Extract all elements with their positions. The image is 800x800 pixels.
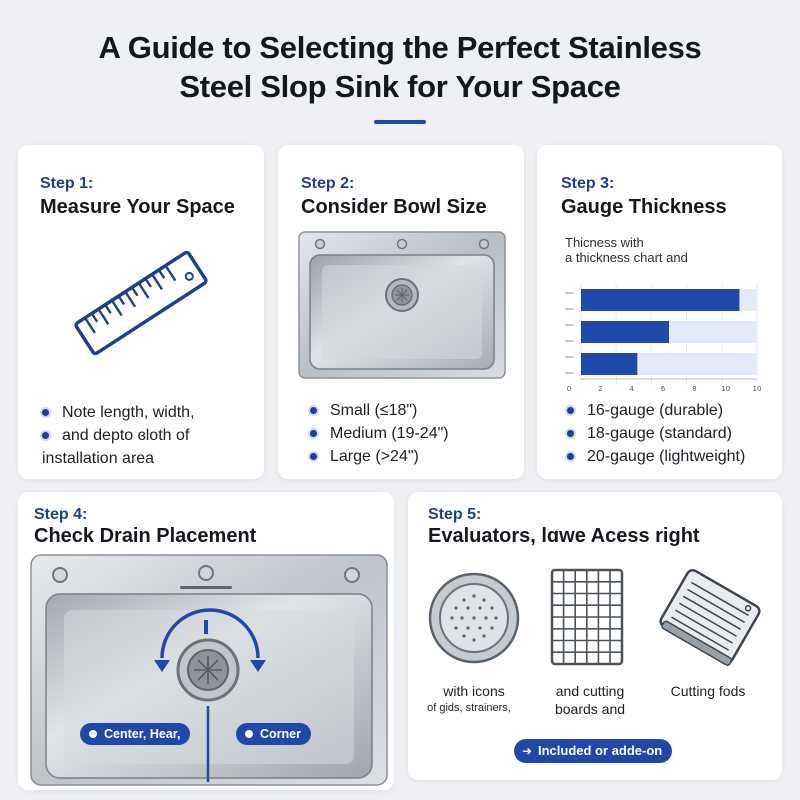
badge-dot-icon: [89, 730, 97, 738]
bullet-icon: [308, 405, 319, 416]
chart-x-tick-label: 8: [692, 385, 697, 393]
step5-title: Evaluators, lɑwe Acess right: [428, 525, 700, 547]
step1-number: Step 1:: [40, 175, 94, 192]
bullet-icon: [40, 430, 51, 441]
bullet-icon: [565, 428, 576, 439]
list-item: Small (≤18"): [306, 399, 449, 422]
list-item: 18-gauge (standard): [563, 422, 745, 445]
list-item: 16-gauge (durable): [563, 399, 745, 422]
sink-drain-image: [30, 554, 388, 786]
page-title: [0, 28, 800, 106]
chart-bar: [581, 289, 739, 311]
step2-title: Consider Bowl Size: [301, 196, 487, 218]
ruler-icon: [66, 237, 216, 369]
page-title-line2: Steel Slop Sink for Your Space: [179, 69, 621, 104]
arrow-right-icon: ➜: [522, 744, 533, 758]
accessory-label-grids: and cutting boards and: [554, 683, 626, 717]
list-item: installation area: [42, 450, 155, 467]
list-item: Note length, width,: [38, 401, 195, 424]
step2-bullets: [306, 399, 449, 468]
grid-icon: [550, 568, 624, 666]
accessory-label-cutting-boards: Cutting fods: [670, 683, 746, 699]
step3-title: Gauge Thickness: [561, 196, 727, 218]
chart-caption-line2: a thickness chart and: [565, 250, 688, 265]
chart-x-tick-label: 0: [566, 385, 572, 393]
drain-corner-badge: Corner: [236, 723, 311, 745]
accessory-label-strainers: with icons of gids, strainers,: [427, 683, 511, 714]
page-title-line1: A Guide to Selecting the Perfect Stainless: [98, 30, 702, 65]
chart-bar: [581, 353, 637, 375]
step4-card: [18, 492, 394, 790]
drain-center-badge: Center, Hear,: [80, 723, 190, 745]
chart-bar: [581, 321, 669, 343]
step3-card: [537, 145, 782, 479]
step3-number: Step 3:: [561, 175, 615, 192]
cutting-board-icon: [654, 570, 764, 666]
step4-number: Step 4:: [34, 506, 88, 523]
list-item: Medium (19-24"): [306, 422, 449, 445]
list-item: 20-gauge (lightweight): [563, 445, 745, 468]
step1-card: [18, 145, 264, 479]
step2-number: Step 2:: [301, 175, 355, 192]
step5-card: [408, 492, 782, 780]
step2-card: [278, 145, 524, 479]
list-item: Large (>24"): [306, 445, 449, 468]
strainer-icon: [428, 572, 520, 664]
sink-top-view-image: [298, 231, 506, 379]
chart-x-tick-label: 10: [752, 385, 762, 393]
thickness-chart: [559, 269, 764, 393]
step1-title: Measure Your Space: [40, 196, 235, 218]
chart-x-tick-label: 4: [629, 385, 634, 393]
badge-dot-icon: [245, 730, 253, 738]
chart-x-tick-label: 10: [721, 385, 731, 393]
list-item: and depto ɞloth of: [38, 424, 195, 447]
chart-x-tick-label: 2: [598, 385, 603, 393]
step4-title: Check Drain Placement: [34, 525, 257, 547]
bullet-icon: [565, 405, 576, 416]
step3-bullets: [563, 399, 745, 468]
step5-number: Step 5:: [428, 506, 482, 523]
title-underline: [374, 120, 426, 124]
included-addon-badge: ➜ Included or adde-on: [514, 739, 672, 763]
chart-x-tick-label: 6: [660, 385, 666, 393]
chart-caption-line1: Thicness with: [565, 235, 644, 250]
bullet-icon: [308, 451, 319, 462]
bullet-icon: [565, 451, 576, 462]
step1-bullets: [38, 401, 195, 470]
bullet-icon: [308, 428, 319, 439]
bullet-icon: [40, 407, 51, 418]
